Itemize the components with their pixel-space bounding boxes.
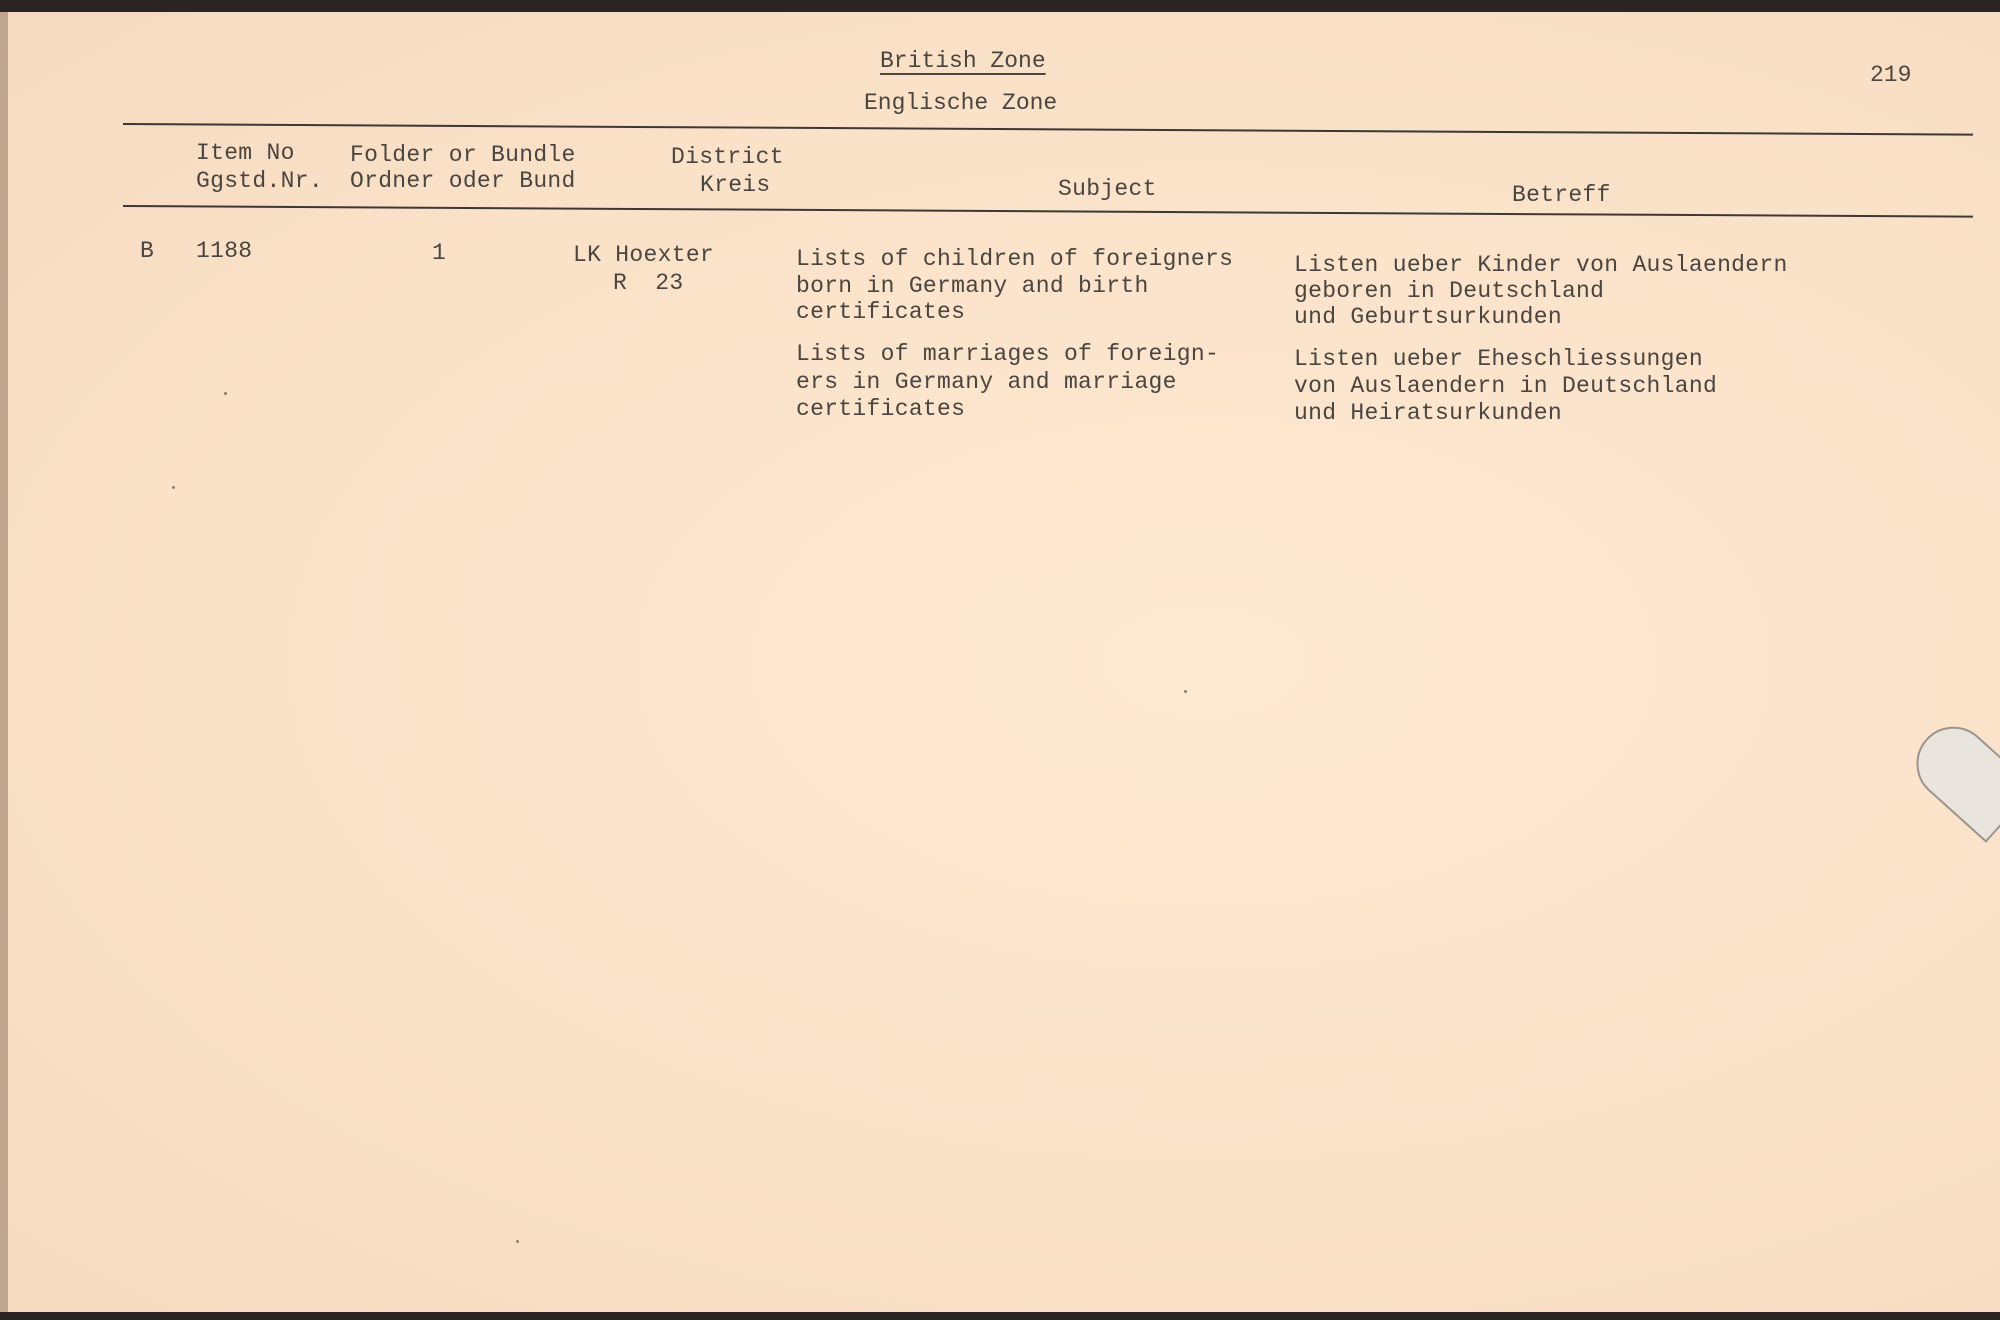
row-prefix: B bbox=[140, 238, 155, 264]
header-top-rule bbox=[123, 123, 1973, 136]
header-bottom-rule bbox=[123, 205, 1973, 218]
row-item-no: 1188 bbox=[196, 238, 253, 264]
subject-line: born in Germany and birth bbox=[796, 273, 1149, 299]
col-folder-en: Folder or Bundle bbox=[350, 142, 576, 168]
page-left-edge bbox=[0, 12, 8, 1312]
betreff-line: Listen ueber Kinder von Auslaendern bbox=[1294, 252, 1788, 278]
subject-line: certificates bbox=[796, 396, 966, 422]
betreff-line: und Geburtsurkunden bbox=[1294, 304, 1562, 330]
col-item-no-en: Item No bbox=[196, 140, 295, 166]
row-district-line1: LK Hoexter bbox=[573, 242, 715, 268]
betreff-line: geboren in Deutschland bbox=[1294, 278, 1605, 304]
zone-title-en: British Zone bbox=[880, 48, 1046, 74]
page-bottom-edge bbox=[0, 1312, 2000, 1320]
row-folder: 1 bbox=[432, 240, 447, 266]
subject-line: ers in Germany and marriage bbox=[796, 369, 1177, 395]
paper-speck bbox=[516, 1240, 519, 1243]
subject-line: certificates bbox=[796, 299, 966, 325]
betreff-line: von Auslaendern in Deutschland bbox=[1294, 373, 1718, 399]
page-tab bbox=[1901, 712, 2000, 843]
paper-speck bbox=[1184, 690, 1187, 693]
document-page bbox=[8, 12, 2000, 1312]
col-item-no-de: Ggstd.Nr. bbox=[196, 168, 323, 194]
paper-speck bbox=[224, 392, 227, 395]
row-district-line2: R 23 bbox=[613, 270, 684, 296]
betreff-line: und Heiratsurkunden bbox=[1294, 400, 1562, 426]
subject-line: Lists of children of foreigners bbox=[796, 246, 1234, 272]
col-folder-de: Ordner oder Bund bbox=[350, 168, 576, 194]
page-number: 219 bbox=[1870, 62, 1912, 88]
betreff-line: Listen ueber Eheschliessungen bbox=[1294, 346, 1703, 372]
col-subject: Subject bbox=[1058, 176, 1157, 202]
col-district-en: District bbox=[671, 144, 784, 170]
paper-speck bbox=[172, 486, 175, 489]
col-betreff: Betreff bbox=[1512, 182, 1611, 208]
zone-title-de: Englische Zone bbox=[864, 90, 1058, 116]
subject-line: Lists of marriages of foreign- bbox=[796, 341, 1220, 367]
col-district-de: Kreis bbox=[700, 172, 771, 198]
